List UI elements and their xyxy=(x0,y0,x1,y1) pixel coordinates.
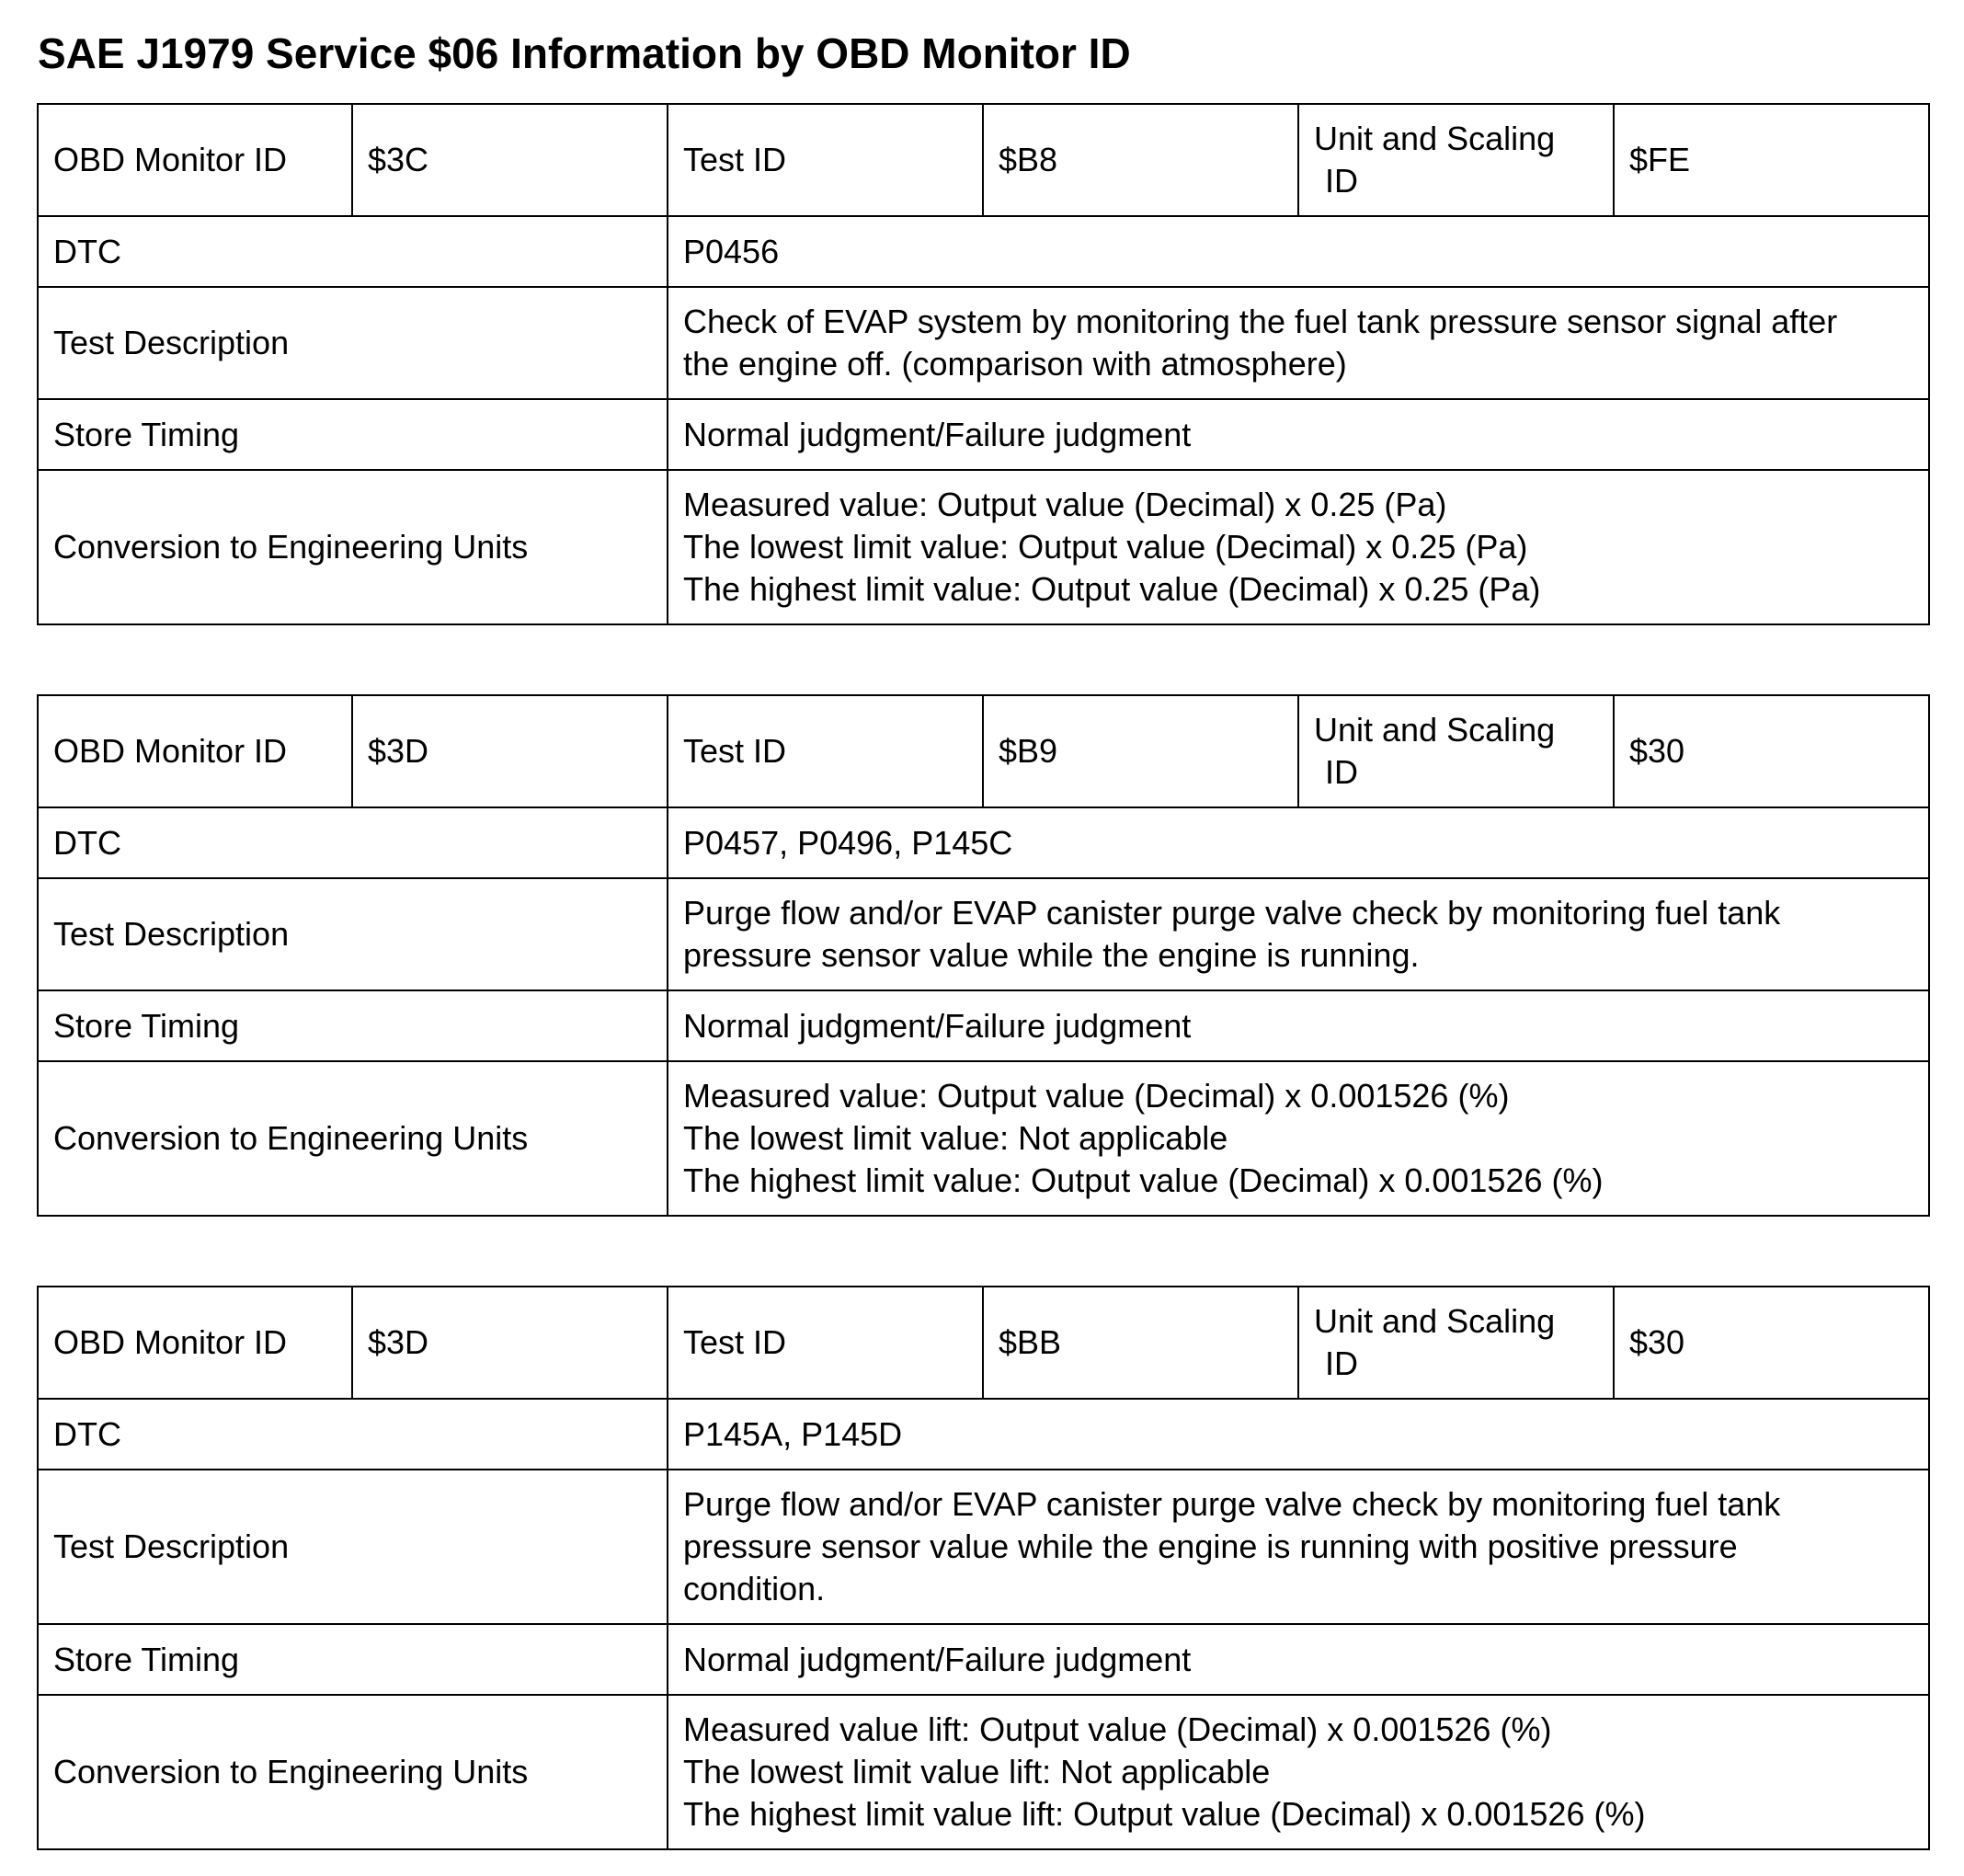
conversion-line: The highest limit value: Output value (Decimal) x 0.001526 (%) xyxy=(683,1161,1604,1199)
conversion-line: Measured value: Output value (Decimal) x 0.001526 (%) xyxy=(683,1077,1510,1115)
unit-scaling-label-line2: ID xyxy=(1325,1344,1358,1382)
obd-monitor-id-label: OBD Monitor ID xyxy=(38,1287,352,1399)
obd-monitor-id-label: OBD Monitor ID xyxy=(38,104,352,216)
conversion-row xyxy=(38,1061,1929,1216)
dtc-label: DTC xyxy=(38,216,668,287)
store-timing-label: Store Timing xyxy=(38,990,668,1061)
unit-scaling-label-line1: Unit and Scaling xyxy=(1314,120,1556,157)
dtc-value: P0457, P0496, P145C xyxy=(668,807,1929,878)
dtc-row xyxy=(38,1399,1929,1470)
dtc-row xyxy=(38,807,1929,878)
service06-table-3 xyxy=(37,1286,1930,1850)
conversion-label: Conversion to Engineering Units xyxy=(38,1695,668,1849)
dtc-row xyxy=(38,216,1929,287)
unit-scaling-id-value: $FE xyxy=(1614,104,1929,216)
test-description-line: Purge flow and/or EVAP canister purge valve check by monitoring fuel tank xyxy=(683,894,1781,932)
conversion-line: The lowest limit value: Output value (Decimal) x 0.25 (Pa) xyxy=(683,528,1528,566)
table-header-row xyxy=(38,104,1929,216)
conversion-line: Measured value: Output value (Decimal) x 0.25 (Pa) xyxy=(683,486,1447,523)
table-header-row xyxy=(38,695,1929,807)
dtc-value: P145A, P145D xyxy=(668,1399,1929,1470)
conversion-value xyxy=(668,1061,1929,1216)
store-timing-value: Normal judgment/Failure judgment xyxy=(668,1624,1929,1695)
test-description-label: Test Description xyxy=(38,287,668,399)
unit-scaling-id-label xyxy=(1298,104,1614,216)
conversion-line: The lowest limit value: Not applicable xyxy=(683,1119,1228,1157)
test-description-line: condition. xyxy=(683,1570,826,1607)
unit-scaling-id-label xyxy=(1298,695,1614,807)
dtc-label: DTC xyxy=(38,807,668,878)
test-id-value: $B9 xyxy=(983,695,1298,807)
conversion-line: The lowest limit value lift: Not applicable xyxy=(683,1753,1271,1790)
conversion-row xyxy=(38,470,1929,624)
unit-scaling-label-line1: Unit and Scaling xyxy=(1314,711,1556,749)
unit-scaling-label-line1: Unit and Scaling xyxy=(1314,1302,1556,1340)
dtc-label: DTC xyxy=(38,1399,668,1470)
store-timing-value: Normal judgment/Failure judgment xyxy=(668,399,1929,470)
page-title: SAE J1979 Service $06 Information by OBD Monitor ID xyxy=(38,29,1131,77)
test-description-value xyxy=(668,1470,1929,1624)
test-description-row xyxy=(38,287,1929,399)
conversion-value xyxy=(668,470,1929,624)
test-id-label: Test ID xyxy=(668,695,983,807)
store-timing-row xyxy=(38,399,1929,470)
test-description-value xyxy=(668,287,1929,399)
test-id-label: Test ID xyxy=(668,104,983,216)
conversion-line: Measured value lift: Output value (Decimal) x 0.001526 (%) xyxy=(683,1710,1552,1748)
store-timing-value: Normal judgment/Failure judgment xyxy=(668,990,1929,1061)
dtc-value: P0456 xyxy=(668,216,1929,287)
obd-monitor-id-value: $3C xyxy=(352,104,668,216)
table-header-row xyxy=(38,1287,1929,1399)
conversion-line: The highest limit value: Output value (Decimal) x 0.25 (Pa) xyxy=(683,570,1541,608)
unit-scaling-label-line2: ID xyxy=(1325,753,1358,791)
test-description-label: Test Description xyxy=(38,1470,668,1624)
test-description-line: Check of EVAP system by monitoring the fuel tank pressure sensor signal after xyxy=(683,303,1838,340)
store-timing-label: Store Timing xyxy=(38,1624,668,1695)
test-description-line: pressure sensor value while the engine is running with positive pressure xyxy=(683,1527,1738,1565)
test-description-row xyxy=(38,878,1929,990)
conversion-row xyxy=(38,1695,1929,1849)
test-id-value: $BB xyxy=(983,1287,1298,1399)
store-timing-label: Store Timing xyxy=(38,399,668,470)
unit-scaling-id-label xyxy=(1298,1287,1614,1399)
obd-monitor-id-value: $3D xyxy=(352,1287,668,1399)
conversion-line: The highest limit value lift: Output value (Decimal) x 0.001526 (%) xyxy=(683,1795,1646,1833)
service06-table-2 xyxy=(37,694,1930,1217)
test-description-line: Purge flow and/or EVAP canister purge valve check by monitoring fuel tank xyxy=(683,1485,1781,1523)
obd-monitor-id-label: OBD Monitor ID xyxy=(38,695,352,807)
service06-table-1 xyxy=(37,103,1930,625)
conversion-value xyxy=(668,1695,1929,1849)
test-id-value: $B8 xyxy=(983,104,1298,216)
test-description-value xyxy=(668,878,1929,990)
test-description-line: the engine off. (comparison with atmosphere) xyxy=(683,345,1347,383)
obd-monitor-id-value: $3D xyxy=(352,695,668,807)
unit-scaling-label-line2: ID xyxy=(1325,162,1358,200)
test-description-label: Test Description xyxy=(38,878,668,990)
test-id-label: Test ID xyxy=(668,1287,983,1399)
unit-scaling-id-value: $30 xyxy=(1614,695,1929,807)
test-description-row xyxy=(38,1470,1929,1624)
store-timing-row xyxy=(38,1624,1929,1695)
conversion-label: Conversion to Engineering Units xyxy=(38,1061,668,1216)
conversion-label: Conversion to Engineering Units xyxy=(38,470,668,624)
unit-scaling-id-value: $30 xyxy=(1614,1287,1929,1399)
store-timing-row xyxy=(38,990,1929,1061)
test-description-line: pressure sensor value while the engine is running. xyxy=(683,936,1420,974)
